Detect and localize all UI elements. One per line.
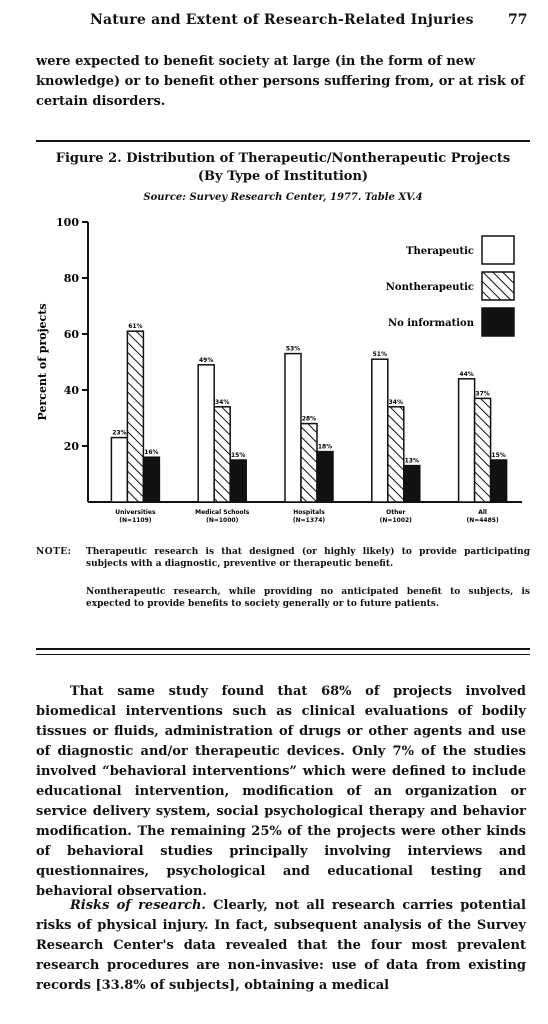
legend-swatch — [482, 236, 514, 264]
note-label: NOTE: — [36, 547, 72, 557]
bar — [198, 365, 214, 502]
x-category-label: All — [478, 509, 487, 516]
y-axis-label: Percent of projects — [36, 303, 49, 421]
legend-swatch — [482, 308, 514, 336]
legend-label: No information — [387, 318, 474, 329]
bar — [404, 466, 420, 502]
bar-value-label: 18% — [317, 443, 333, 451]
legend-swatch — [482, 272, 514, 300]
bar — [491, 460, 507, 502]
y-tick-label: 80 — [63, 272, 79, 285]
bar-value-label: 49% — [199, 356, 214, 364]
x-category-label: Universities — [115, 509, 156, 516]
body-paragraph-2-text: Clearly, not all research carries potential risks of physical injury. In fact, subsequent analysis of the Survey Research Center's data revealed that the four most prevalent research procedures are non-invasive: use of data from existing records [33.8% of subjects], obtaining a medical — [36, 898, 526, 993]
risks-of-research-heading: Risks of research. — [70, 898, 206, 913]
bar — [230, 460, 246, 502]
figure-title-line-2: (By Type of Institution) — [197, 169, 369, 184]
x-category-count: (N=1000) — [206, 517, 239, 524]
bar — [214, 407, 230, 502]
figure-top-rule — [36, 140, 530, 142]
bar — [317, 452, 333, 502]
figure-title — [36, 150, 530, 186]
bar-value-label: 23% — [112, 429, 127, 437]
y-tick-label: 60 — [63, 328, 79, 341]
bar-value-label: 13% — [404, 457, 419, 465]
running-head-title: Nature and Extent of Research-Related Injuries — [90, 12, 474, 28]
figure-source: Source: Survey Research Center, 1977. Table XV.4 — [143, 192, 423, 203]
bar-value-label: 34% — [215, 398, 230, 406]
figure-bottom-rule-thin — [36, 654, 530, 655]
note-nontherapeutic: Nontherapeutic research, while providing no anticipated benefit to subjects, is expected to provide benefits to society generally or to future patients. — [86, 587, 530, 609]
x-category-label: Hospitals — [293, 509, 325, 516]
bar-value-label: 44% — [459, 370, 474, 378]
y-tick-label: 40 — [63, 384, 79, 397]
bar — [143, 457, 159, 502]
bar-value-label: 16% — [144, 449, 159, 457]
x-category-count: (N=1374) — [292, 517, 326, 524]
bar-value-label: 51% — [372, 351, 387, 359]
y-tick-label: 100 — [56, 216, 79, 229]
page-number: 77 — [508, 12, 528, 28]
x-category-count: (N=4485) — [466, 517, 499, 524]
bar-value-label: 37% — [475, 390, 490, 398]
figure-title-line-1: Figure 2. Distribution of Therapeutic/Nontherapeutic Projects — [55, 151, 511, 166]
bar — [285, 354, 301, 502]
body-paragraph-2 — [36, 896, 526, 996]
bar — [475, 398, 491, 502]
legend-label: Therapeutic — [406, 246, 474, 257]
bar — [459, 379, 475, 502]
bar-chart — [32, 208, 532, 548]
x-category-count: (N=1002) — [379, 517, 412, 524]
bar-value-label: 28% — [301, 415, 317, 423]
figure-bottom-rule — [36, 648, 530, 650]
note-therapeutic: Therapeutic research is that designed (or highly likely) to provide participating subjects with a diagnostic, preventive or therapeutic benefit. — [86, 547, 530, 569]
bar — [301, 424, 317, 502]
bar-value-label: 15% — [491, 452, 506, 459]
bar — [111, 438, 127, 502]
body-paragraph-1: That same study found that 68% of projects involved biomedical interventions such as clinical evaluations of bodily tissues or fluids, administration of drugs or other agents and use of diagnostic and/or therapeutic devices. Only 7% of the studies involved “behavioral interventions” which were defined to include educational intervention, modification of an organization or service delivery system, social psychological therapy and behavior modification. The remaining 25% of the projects were other kinds of behavioral studies principally involving interviews and questionnaires, psychological and educational testing and behavioral observation. — [36, 684, 526, 899]
bar-value-label: 15% — [231, 452, 246, 459]
bar-value-label: 61% — [128, 323, 143, 331]
x-category-label: Medical Schools — [195, 509, 250, 516]
bar-value-label: 53% — [285, 345, 301, 353]
bar — [388, 407, 404, 502]
bar-value-label: 34% — [388, 398, 403, 406]
bar — [372, 359, 388, 502]
x-category-count: (N=1109) — [119, 517, 152, 524]
y-tick-label: 20 — [63, 440, 79, 453]
legend-label: Nontherapeutic — [385, 282, 474, 293]
bar — [127, 331, 143, 502]
intro-paragraph: were expected to benefit society at large (in the form of new knowledge) or to benefit other persons suffering from, or at risk of certain disorders. — [36, 54, 525, 109]
x-category-label: Other — [386, 509, 406, 516]
